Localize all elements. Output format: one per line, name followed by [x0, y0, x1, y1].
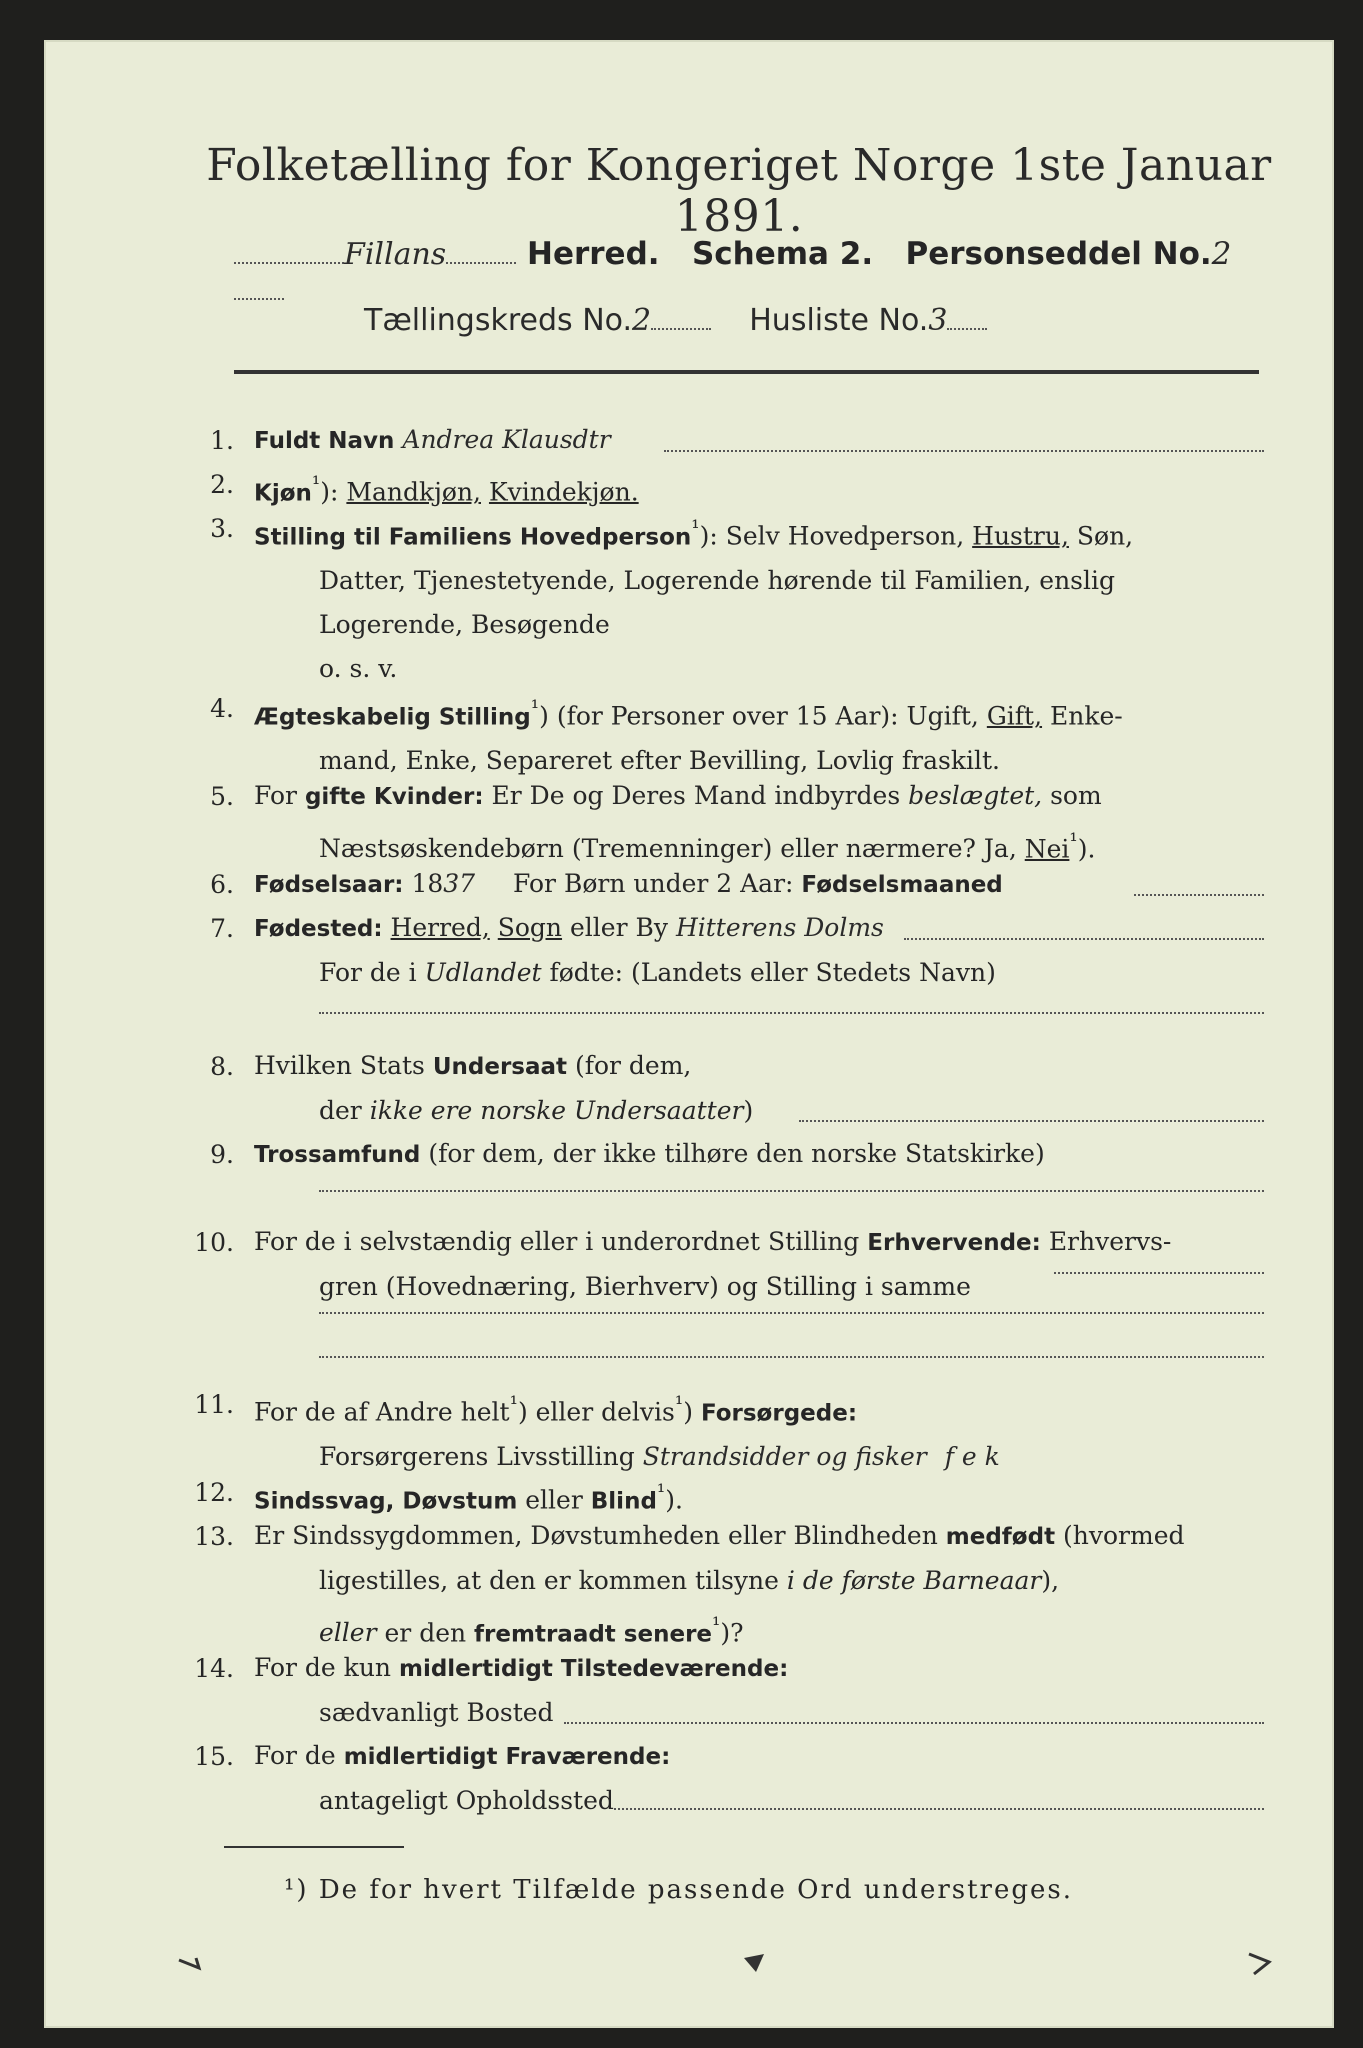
marital-status-options-b: Enke- — [1050, 701, 1123, 731]
congenital-line-3it: eller — [319, 1618, 377, 1648]
item-10-fill-3 — [319, 1356, 1264, 1358]
mark-right — [1249, 1954, 1269, 1974]
mark-left — [179, 1958, 199, 1968]
married-women-sup: ¹ — [1069, 829, 1078, 853]
family-position-sup: ¹ — [691, 516, 700, 540]
family-position-options-b: Søn, — [1076, 521, 1134, 551]
citizenship-line-2it: ikke ere norske Undersaatter — [369, 1096, 744, 1125]
item-7 — [254, 906, 1264, 995]
married-women-c: som — [1050, 781, 1102, 810]
herred-schema-line — [234, 236, 1264, 286]
item-5-number: 5. — [210, 782, 234, 811]
supported-sup-1: ¹ — [509, 1392, 518, 1416]
family-position-line-3: Logerende, Besøgende — [319, 610, 610, 640]
marital-status-options-a: ) (for Personer over 15 Aar): Ugift, — [539, 701, 979, 731]
birthplace-rest: eller By — [570, 913, 668, 942]
citizenship-line-2b: ) — [743, 1096, 754, 1125]
congenital-b: (hvormed — [1063, 1521, 1185, 1550]
item-14-fill — [564, 1722, 1264, 1724]
married-women-b: Er De og Deres Mand indbyrdes — [491, 781, 901, 810]
birthplace-abroad-it: Udlandet — [424, 958, 542, 987]
family-position-hustru: Hustru, — [972, 521, 1069, 551]
item-7-fill-2 — [319, 1012, 1264, 1014]
congenital-line-3a: er den — [384, 1618, 467, 1648]
marital-status-line-2: mand, Enke, Separeret efter Bevilling, Lovlig fraskilt. — [319, 746, 1000, 776]
item-7-number: 7. — [210, 914, 234, 943]
married-women-related: beslægtet, — [908, 781, 1043, 810]
disability-label-2: Blind — [590, 1488, 657, 1515]
congenital-line-2b: ), — [1041, 1566, 1060, 1595]
herred-label: Herred. — [527, 236, 660, 272]
birth-month-intro: For Børn under 2 Aar: — [513, 869, 794, 898]
congenital-label-2: fremtraadt senere — [474, 1621, 713, 1648]
married-women-nei: Nei — [1024, 834, 1070, 864]
item-10-fill — [1054, 1272, 1264, 1274]
probable-residence-label: antageligt Opholdssted — [319, 1786, 614, 1815]
item-14-number: 14. — [194, 1654, 234, 1683]
congenital-sup: ¹ — [712, 1613, 721, 1637]
temp-absent-a: For de — [254, 1741, 336, 1770]
mark-center — [744, 1954, 764, 1972]
usual-residence-label: sædvanligt Bosted — [319, 1698, 554, 1727]
item-13-number: 13. — [194, 1522, 234, 1551]
form-title: Folketælling for Kongeriget Norge 1ste Januar 1891. — [206, 140, 1272, 242]
binding-marks — [174, 1940, 1274, 1980]
footnote: ¹) De for hvert Tilfælde passende Ord understreges. — [284, 1875, 1074, 1905]
item-15-number: 15. — [194, 1742, 234, 1771]
married-women-label: gifte Kvinder: — [304, 784, 484, 810]
family-position-options-a: ): Selv Hovedperson, — [699, 521, 965, 551]
item-15-fill — [614, 1808, 1264, 1810]
personseddel-label: Personseddel No. — [905, 236, 1212, 272]
item-7-fill — [904, 938, 1264, 940]
birthplace-abroad-b: fødte: (Landets eller Stedets Navn) — [549, 958, 996, 987]
birth-year-value: 37 — [443, 869, 476, 898]
schema-label: Schema 2. — [691, 236, 874, 272]
full-name-label: Fuldt Navn — [254, 428, 395, 454]
kreds-label: Tællingskreds No. — [364, 303, 632, 338]
footnote-rule — [224, 1846, 404, 1848]
item-3-number: 3. — [210, 514, 234, 543]
item-11 — [254, 1382, 1324, 1479]
full-name-value: Andrea Klausdtr — [402, 425, 611, 454]
occupation-a: For de i selvstændig eller i underordnet Stilling — [254, 1227, 860, 1256]
supported-sup-2: ¹ — [674, 1392, 684, 1416]
congenital-line-2a: ligestilles, at den er kommen tilsyne — [319, 1566, 779, 1595]
birthplace-value: Hitterens Dolms — [675, 913, 884, 942]
husliste-value: 3 — [928, 303, 948, 338]
item-6-fill — [1134, 894, 1264, 896]
husliste-label: Husliste No. — [749, 303, 929, 338]
item-1 — [254, 418, 1264, 463]
sex-option-female: Kvindekjøn. — [488, 477, 639, 507]
item-12-number: 12. — [194, 1478, 234, 1507]
herred-dots — [234, 236, 344, 264]
personseddel-dots — [234, 272, 284, 300]
citizenship-label: Undersaat — [432, 1054, 568, 1080]
temp-present-label: midlertidigt Tilstedeværende: — [398, 1656, 789, 1682]
occupation-line-2: gren (Hovednæring, Bierhverv) og Stilling i samme — [319, 1272, 971, 1301]
supported-label: Forsørgede: — [700, 1400, 858, 1427]
congenital-a: Er Sindssygdommen, Døvstumheden eller Blindheden — [254, 1521, 938, 1550]
supported-c: ) — [683, 1397, 693, 1427]
census-form-page — [44, 40, 1334, 2028]
married-women-a: For — [254, 781, 297, 810]
kreds-value: 2 — [632, 303, 652, 338]
family-position-line-4: o. s. v. — [319, 654, 398, 684]
married-women-line-2: Næstsøskendebørn (Tremenninger) eller nærmere? Ja, — [319, 834, 1017, 864]
supporter-occupation-label: Forsørgerens Livsstilling — [319, 1442, 635, 1472]
religion-rest: (for dem, der ikke tilhøre den norske Statskirke) — [428, 1139, 1045, 1168]
personseddel-value: 2 — [1211, 236, 1232, 272]
item-1-number: 1. — [210, 426, 234, 455]
congenital-end: )? — [720, 1618, 744, 1648]
item-4 — [254, 686, 1264, 783]
kreds-husliste-line — [364, 302, 1164, 346]
citizenship-line-2a: der — [319, 1096, 362, 1125]
religion-label: Trossamfund — [254, 1142, 421, 1168]
item-1-fill — [664, 450, 1264, 452]
family-position-line-2: Datter, Tjenestetyende, Logerende hørende til Familien, enslig — [319, 566, 1116, 596]
birth-year-prefix: 18 — [411, 869, 444, 898]
disability-sup: ¹ — [656, 1480, 666, 1504]
sex-label: Kjøn — [254, 480, 312, 507]
birth-year-label: Fødselsaar: — [254, 872, 404, 898]
item-8-number: 8. — [210, 1052, 234, 1081]
item-10-fill-2 — [319, 1312, 1264, 1314]
supporter-occupation-value: Strandsidder og fisker — [642, 1442, 927, 1472]
birthplace-sogn: Sogn — [497, 913, 563, 942]
item-6-number: 6. — [210, 870, 234, 899]
husliste-dots — [947, 302, 987, 330]
item-13 — [254, 1514, 1264, 1656]
item-11-number: 11. — [194, 1390, 234, 1419]
item-9-fill — [319, 1190, 1264, 1192]
disability-or: eller — [525, 1485, 583, 1515]
citizenship-a: Hvilken Stats — [254, 1051, 425, 1080]
marital-status-label: Ægteskabelig Stilling — [254, 704, 531, 731]
herred-value: Fillans — [344, 237, 447, 272]
birthplace-label: Fødested: — [254, 916, 383, 942]
item-2-number: 2. — [210, 470, 234, 499]
sex-sup: ¹ — [311, 472, 321, 496]
supported-b: ) eller delvis — [517, 1397, 675, 1427]
disability-end: ). — [665, 1485, 683, 1515]
item-8-fill — [799, 1120, 1264, 1122]
sex-rest: ): — [320, 477, 339, 507]
birthplace-herred: Herred, — [390, 913, 490, 942]
sex-option-male: Mandkjøn, — [346, 477, 481, 507]
temp-present-a: For de kun — [254, 1653, 392, 1682]
item-6 — [254, 862, 1264, 907]
occupation-b: Erhvervs- — [1048, 1227, 1172, 1256]
item-9-number: 9. — [210, 1140, 234, 1169]
supported-a: For de af Andre helt — [254, 1397, 510, 1427]
supporter-occupation-value-2: f e k — [944, 1442, 1000, 1472]
item-9 — [254, 1132, 1264, 1177]
marital-status-sup: ¹ — [530, 696, 540, 720]
item-10-number: 10. — [194, 1228, 234, 1257]
item-3 — [254, 506, 1264, 691]
temp-absent-label: midlertidigt Fraværende: — [343, 1744, 671, 1770]
kreds-dots — [651, 302, 711, 330]
item-5 — [254, 774, 1264, 871]
birth-month-label: Fødselsmaaned — [801, 872, 1003, 898]
citizenship-b: (for dem, — [574, 1051, 692, 1080]
disability-label: Sindssvag, Døvstum — [254, 1488, 518, 1515]
congenital-label: medfødt — [945, 1524, 1056, 1550]
item-4-number: 4. — [210, 694, 234, 723]
married-women-end: ). — [1077, 834, 1096, 864]
congenital-line-2it: i de første Barneaar — [786, 1566, 1042, 1595]
birthplace-abroad-a: For de i — [319, 958, 417, 987]
header-rule — [234, 370, 1259, 374]
occupation-label: Erhvervende: — [867, 1230, 1041, 1256]
family-position-label: Stilling til Familiens Hovedperson — [254, 524, 692, 551]
item-10 — [254, 1220, 1264, 1309]
marital-status-gift: Gift, — [986, 701, 1043, 731]
herred-dots-2 — [446, 236, 516, 264]
